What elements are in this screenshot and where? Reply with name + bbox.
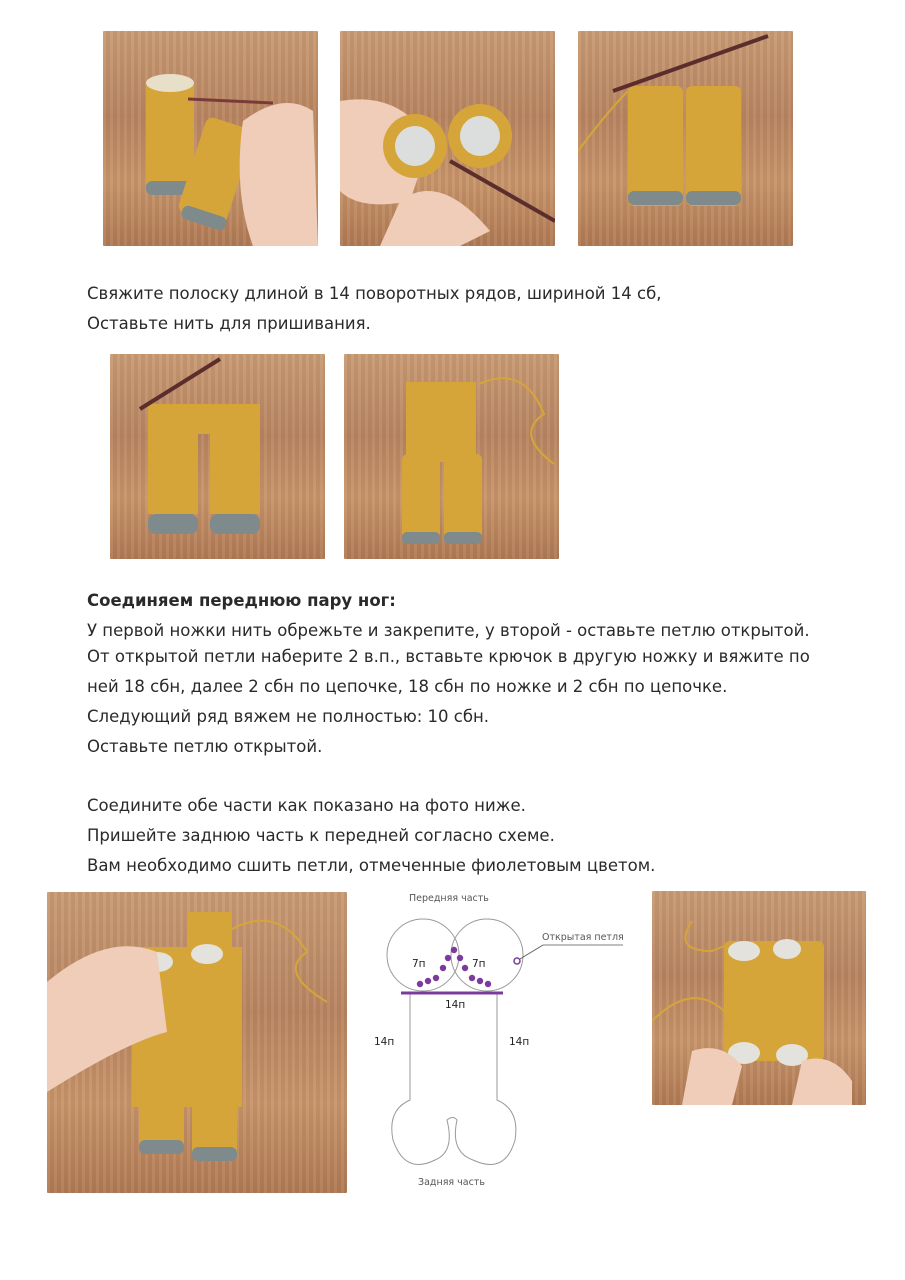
photo-legs-with-hook	[578, 31, 793, 246]
photo-strip-and-legs	[344, 354, 559, 559]
instruction-line: Следующий ряд вяжем не полностью: 10 сбн.	[87, 707, 490, 726]
photo-legs-joined-top	[340, 31, 555, 246]
instruction-line: У первой ножки нить обрежьте и закрепите, у второй - оставьте петлю открытой.	[87, 621, 810, 640]
photo-assembled-held	[47, 892, 347, 1193]
diagram-right-arc-count: 7п	[472, 958, 486, 970]
instruction-line: От открытой петли наберите 2 в.п., вставьте крючок в другую ножку и вяжите по	[87, 647, 810, 666]
photo-two-legs-held	[103, 31, 318, 246]
diagram-bottom-label: Задняя часть	[418, 1177, 485, 1188]
photo-joined-legs-hook	[110, 354, 325, 559]
instruction-line: Пришейте заднюю часть к передней согласно схеме.	[87, 826, 555, 845]
diagram-left-arc-count: 7п	[412, 958, 426, 970]
diagram-top-label: Передняя часть	[409, 893, 489, 904]
instruction-line: Оставьте петлю открытой.	[87, 737, 323, 756]
diagram-top-edge-count: 14п	[445, 999, 466, 1011]
seam-diagram	[365, 890, 635, 1195]
section-heading: Соединяем переднюю пару ног:	[87, 591, 396, 610]
diagram-right-side-count: 14п	[509, 1036, 530, 1048]
instruction-line: Вам необходимо сшить петли, отмеченные фиолетовым цветом.	[87, 856, 656, 875]
diagram-left-side-count: 14п	[374, 1036, 395, 1048]
instruction-line: Оставьте нить для пришивания.	[87, 314, 371, 333]
photo-sewn-body	[652, 891, 866, 1105]
diagram-open-loop-label: Открытая петля	[542, 932, 624, 943]
instruction-line: Соедините обе части как показано на фото ниже.	[87, 796, 526, 815]
instruction-line: Свяжите полоску длиной в 14 поворотных рядов, шириной 14 сб,	[87, 284, 662, 303]
instruction-line: ней 18 сбн, далее 2 сбн по цепочке, 18 сбн по ножке и 2 сбн по цепочке.	[87, 677, 728, 696]
